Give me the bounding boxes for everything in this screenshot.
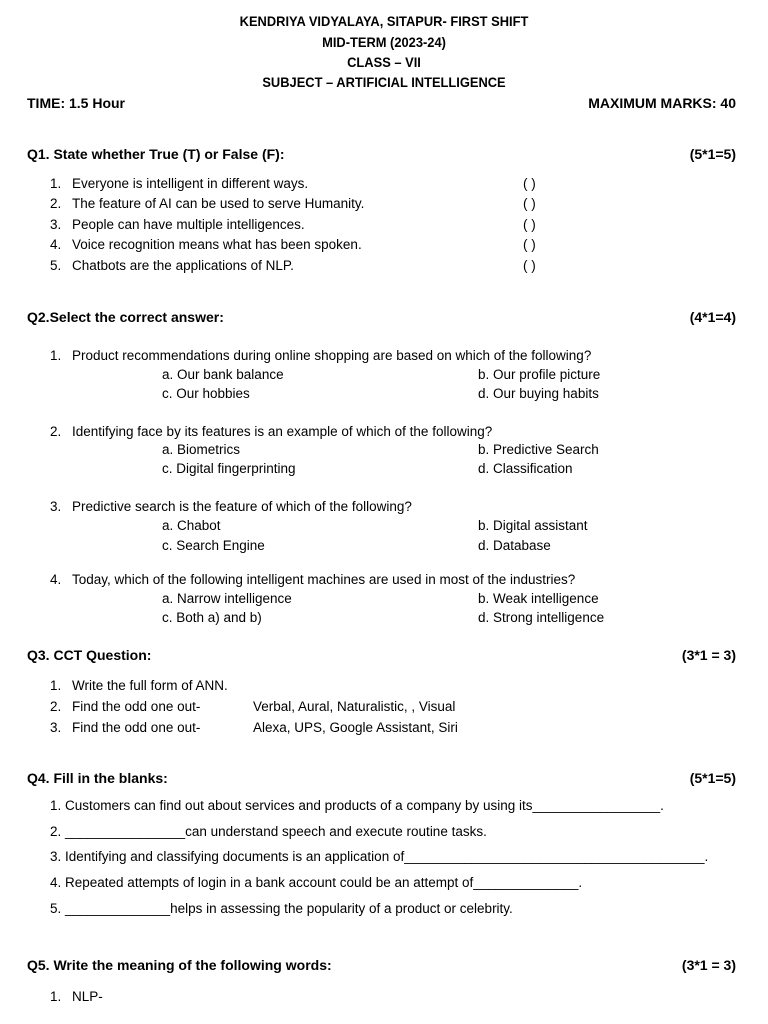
question-text: Today, which of the following intelligent machines are used in most of the industries? [72,572,576,587]
list-item: Chatbots are the applications of NLP. [72,258,294,273]
list-item-num: 3. [50,720,62,735]
option-b: b. Digital assistant [478,518,588,533]
question-num: 3. [50,499,62,514]
q5-title: Q5. Write the meaning of the following words: [27,957,332,973]
option-a: a. Narrow intelligence [162,591,292,606]
question-text: Identifying face by its features is an example of which of the following? [72,424,493,439]
option-b: b. Predictive Search [478,442,599,457]
option-a: a. Biometrics [162,442,241,457]
option-d: d. Our buying habits [478,386,599,401]
answer-blank: ( ) [523,258,536,273]
list-item: NLP- [72,989,103,1004]
list-item: Voice recognition means what has been spoken. [72,237,362,252]
list-item: Find the odd one out- [72,699,201,714]
option-a: a. Chabot [162,518,221,533]
q2-title: Q2.Select the correct answer: [27,309,224,325]
option-c: c. Both a) and b) [162,610,262,625]
option-c: c. Digital fingerprinting [162,461,296,476]
option-d: d. Strong intelligence [478,610,605,625]
option-c: c. Search Engine [162,538,265,553]
list-item-num: 1. [50,989,62,1004]
q1-marks: (5*1=5) [689,146,736,162]
list-item-num: 1. [50,678,62,693]
option-b: b. Weak intelligence [478,591,599,606]
odd-one-options: Verbal, Aural, Naturalistic, , Visual [253,699,456,714]
fill-blank-item: 1. Customers can find out about services and products of a company by using its_________________. [50,798,664,813]
option-b: b. Our profile picture [478,367,601,382]
list-item-num: 1. [50,176,62,191]
list-item: People can have multiple intelligences. [72,217,305,232]
q3-marks: (3*1 = 3) [681,647,736,663]
fill-blank-item: 3. Identifying and classifying documents is an application of________________________________________. [50,849,709,864]
question-num: 1. [50,348,62,363]
option-c: c. Our hobbies [162,386,250,401]
odd-one-options: Alexa, UPS, Google Assistant, Siri [253,720,458,735]
exam-name: MID-TERM (2023-24) [322,34,446,50]
fill-blank-item: 2. ________________can understand speech and execute routine tasks. [50,824,487,839]
q3-title: Q3. CCT Question: [27,647,152,663]
fill-blank-item: 4. Repeated attempts of login in a bank account could be an attempt of______________. [50,875,583,890]
q5-marks: (3*1 = 3) [681,957,736,973]
list-item-num: 3. [50,217,62,232]
option-d: d. Classification [478,461,573,476]
option-a: a. Our bank balance [162,367,284,382]
list-item: Write the full form of ANN. [72,678,228,693]
list-item: Everyone is intelligent in different ways. [72,176,309,191]
answer-blank: ( ) [523,196,536,211]
question-text: Predictive search is the feature of which of the following? [72,499,412,514]
list-item-num: 5. [50,258,62,273]
question-num: 4. [50,572,62,587]
q1-title: Q1. State whether True (T) or False (F): [27,146,285,162]
list-item-num: 2. [50,699,62,714]
question-text: Product recommendations during online shopping are based on which of the following? [72,348,592,363]
list-item: Find the odd one out- [72,720,201,735]
answer-blank: ( ) [523,176,536,191]
max-marks-label: MAXIMUM MARKS: 40 [588,95,736,111]
list-item-num: 2. [50,196,62,211]
list-item-num: 4. [50,237,62,252]
class-label: CLASS – VII [347,54,421,70]
subject-label: SUBJECT – ARTIFICIAL INTELLIGENCE [262,74,506,90]
answer-blank: ( ) [523,217,536,232]
school-name: KENDRIYA VIDYALAYA, SITAPUR- FIRST SHIFT [239,13,529,29]
q2-marks: (4*1=4) [689,309,736,325]
fill-blank-item: 5. ______________helps in assessing the popularity of a product or celebrity. [50,901,513,916]
question-num: 2. [50,424,62,439]
time-label: TIME: 1.5 Hour [27,95,126,111]
answer-blank: ( ) [523,237,536,252]
option-d: d. Database [478,538,551,553]
list-item: The feature of AI can be used to serve Humanity. [72,196,365,211]
q4-marks: (5*1=5) [689,770,736,786]
q4-title: Q4. Fill in the blanks: [27,770,168,786]
